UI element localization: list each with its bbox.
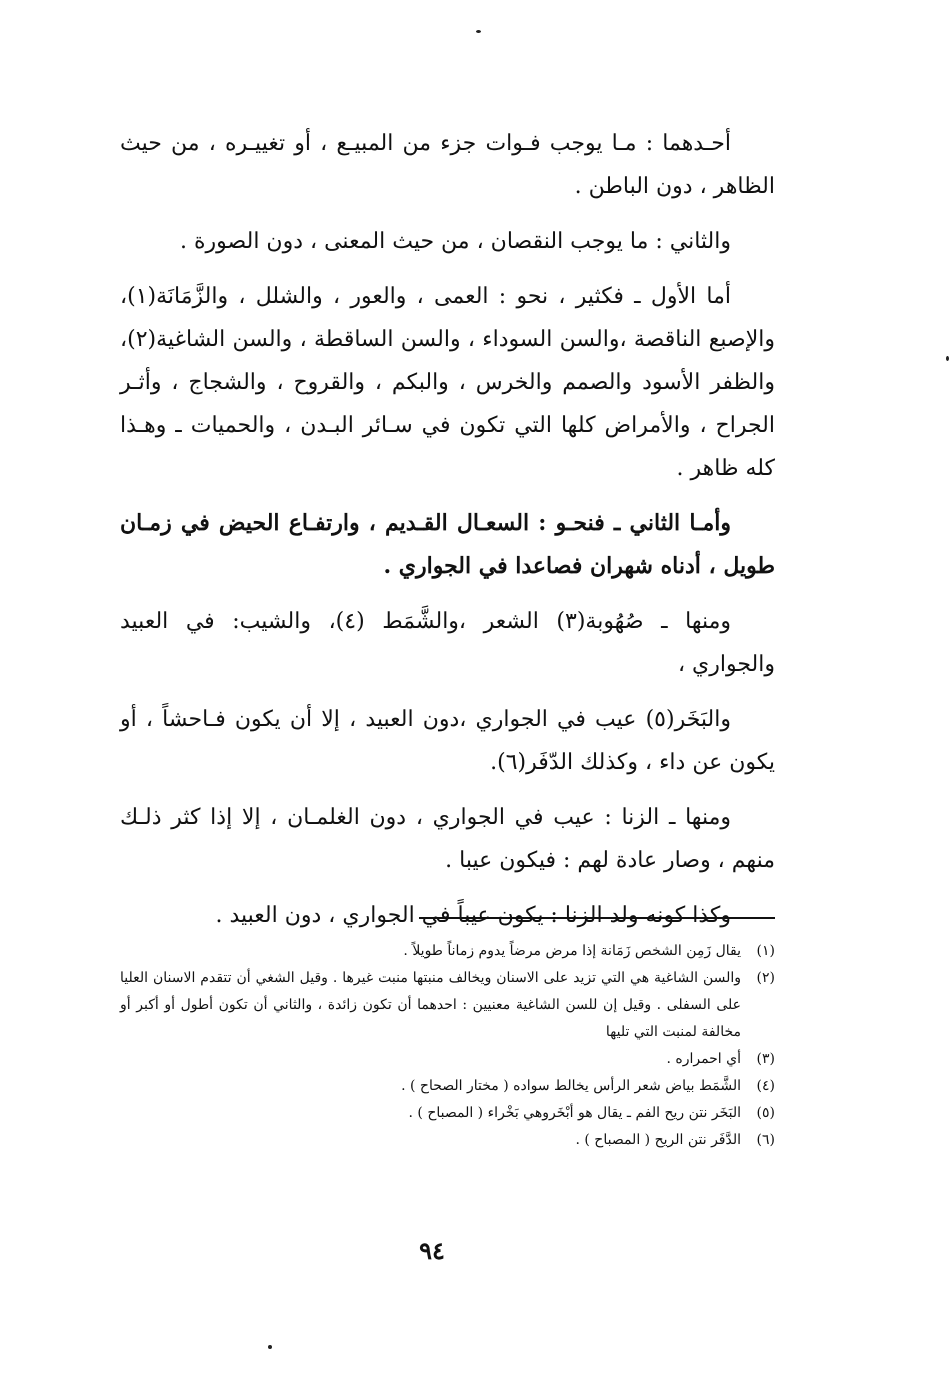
- paragraph-2: والثاني : ما يوجب النقصان ، من حيث المعنى ، دون الصورة .: [180, 229, 731, 254]
- footnotes: [120, 938, 775, 1154]
- footnote-number: (٤): [756, 1078, 775, 1094]
- paragraph-6: والبَخَر(٥) عيب في الجواري ،دون العبيد ، إلا أن يكون فـاحشاً ، أو يكون عن داء ، وكذلك الدّفَر(٦).: [120, 707, 775, 775]
- footnote-3: [120, 1046, 775, 1073]
- footnote-divider: [419, 917, 775, 919]
- footnote-1: [120, 938, 775, 965]
- footnote-text: يقال زَمِن الشخص زَمَانة إذا مرض مرضاً يدوم زماناً طويلاً .: [403, 943, 741, 959]
- footnote-text: والسن الشاغية هي التي تزيد على الاسنان ويخالف منبتها منبت غيرها . وقيل الشغي أن تتقدم الاسنان العليا على السفلى . وقيل إن للسن الشاغية معنيين : احدهما أن تكون زائدة ، والثاني أن تكون أطول أو أكبر أو مخالفة لمنبت التي تليها: [120, 970, 741, 1040]
- footnote-text: الشَّمَط بياض شعر الرأس يخالط سواده ( مختار الصحاح ) .: [401, 1078, 741, 1094]
- paragraph-3: أما الأول ـ فكثير ، نحو : العمى ، والعور ، والشلل ، والزَّمَانَة(١)، والإصبع الناقصة ،والسن السوداء ، والسن الساقطة ، والسن الشاغية(٢)، والظفر الأسود والصمم والخرس ، والبكم ، والقروح ، والشجاج ، وأثـر الجراح ، والأمراض كلها التي تكون في سـائر البـدن ، والحميات ـ وهـذا كله ظاهر .: [120, 284, 775, 481]
- footnote-number: (٥): [756, 1105, 775, 1121]
- main-text: [120, 122, 775, 949]
- footnote-4: [120, 1073, 775, 1100]
- paragraph-5: ومنها ـ صُهُوبة(٣) الشعر ،والشَّمَط (٤)، والشيب: في العبيد والجواري ،: [120, 609, 775, 677]
- footnote-number: (٣): [756, 1051, 775, 1067]
- page-number: ٩٤: [419, 1236, 445, 1265]
- footnote-2: [120, 965, 775, 1046]
- paragraph-7: ومنها ـ الزنا : عيب في الجواري ، دون الغلمـان ، إلا إذا كثر ذلـك منهم ، وصار عادة لهم : فيكون عيبا .: [120, 805, 775, 873]
- footnote-number: (١): [756, 943, 775, 959]
- footnote-text: البَخَر نتن ريح الفم ـ يقال هو أبْخَروهي بَخْراء ( المصباح ) .: [408, 1105, 741, 1121]
- paragraph-1: أحـدهما : مـا يوجب فـوات جزء من المبيـع ، أو تغييـره ، من حيث الظاهر ، دون الباطن .: [120, 131, 775, 199]
- paragraph-8: وكذا كونه ولد الزنا : يكون عيباً في الجواري ، دون العبيد .: [215, 903, 731, 928]
- footnote-5: [120, 1100, 775, 1127]
- scan-speck-right: [946, 356, 949, 361]
- footnote-number: (٦): [756, 1132, 775, 1148]
- scan-speck-top: [476, 30, 481, 33]
- scan-speck-bottom: [268, 1345, 272, 1349]
- paragraph-4: وأمـا الثاني ـ فنحـو : السعـال القـديم ، وارتفـاع الحيض في زمـان طويل ، أدناه شهران فصاعدا في الجواري .: [120, 510, 775, 579]
- footnote-text: الدَّفَر نتن الريح ( المصباح ) .: [575, 1132, 741, 1148]
- footnote-6: [120, 1127, 775, 1154]
- footnote-number: (٢): [756, 970, 775, 986]
- footnote-text: أي احمراره .: [666, 1051, 741, 1067]
